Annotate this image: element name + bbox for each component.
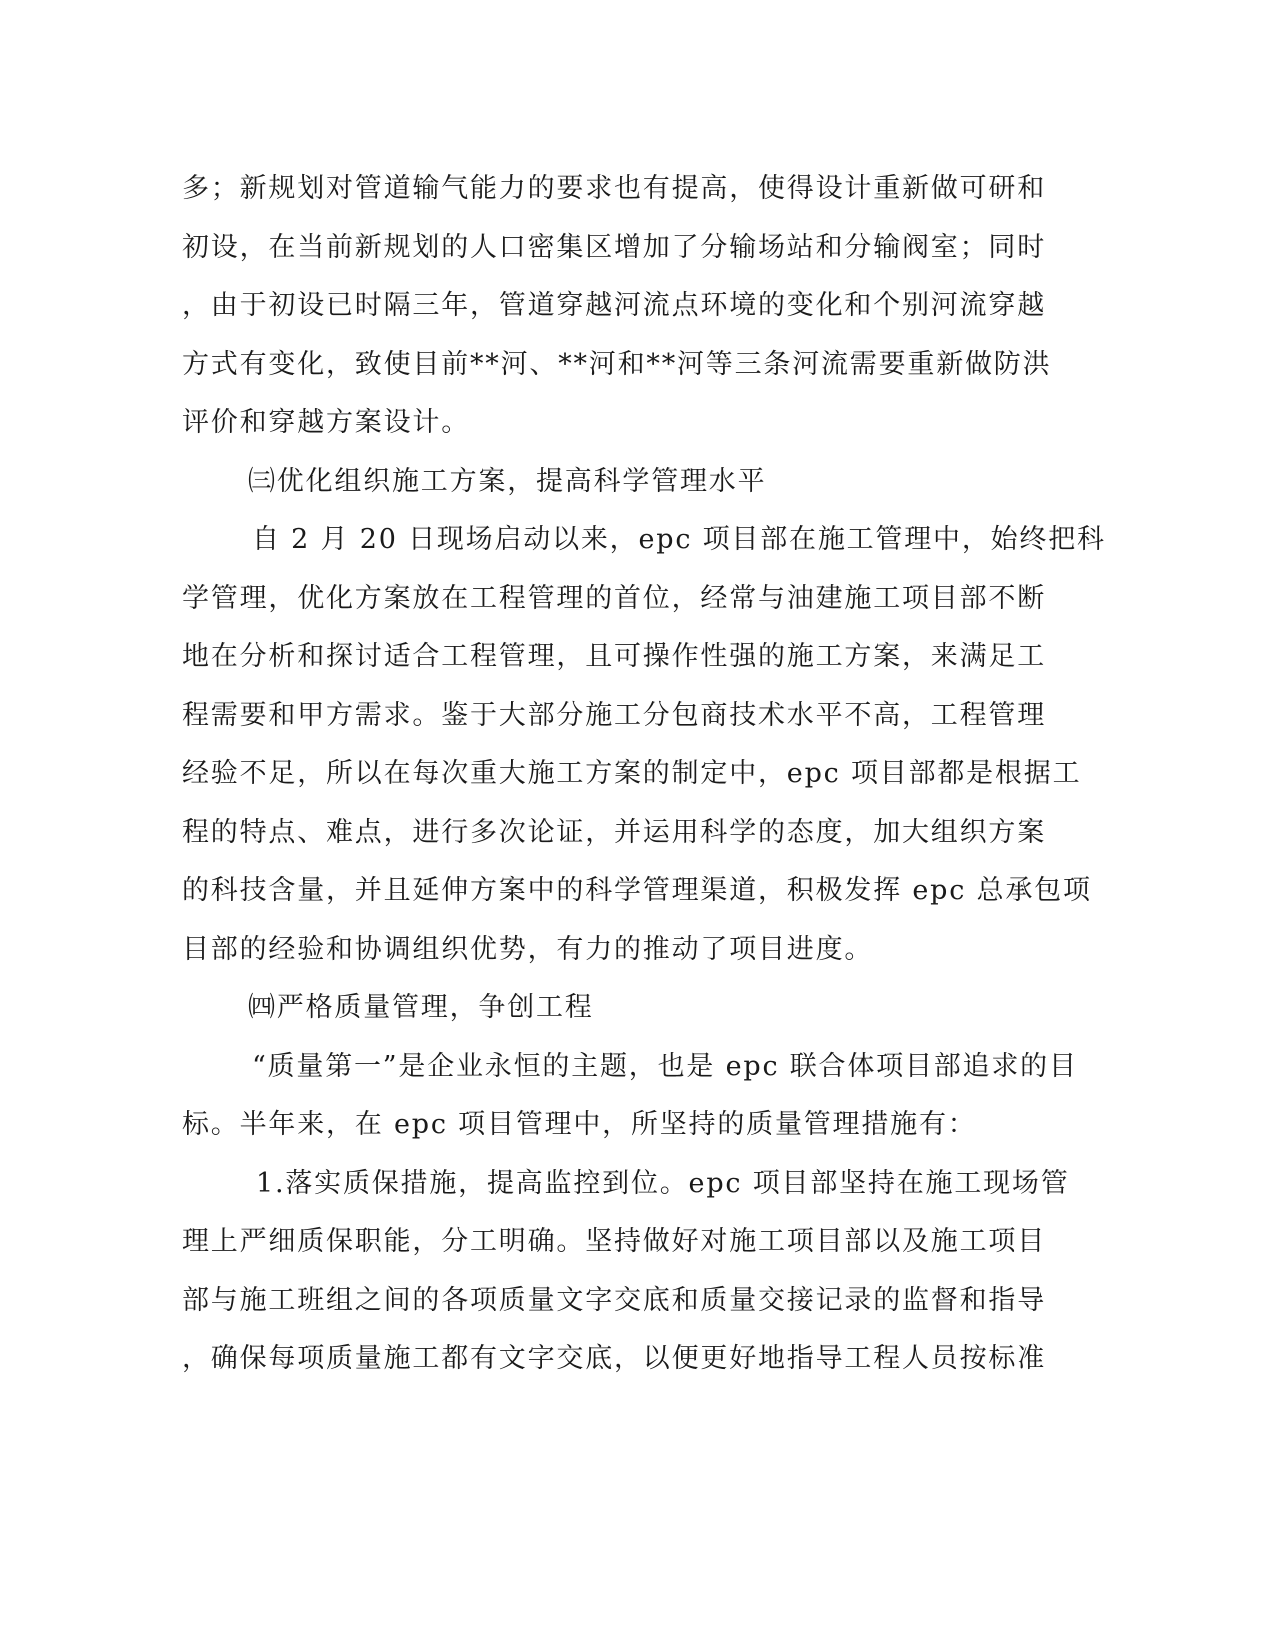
paragraph-line: 的科技含量，并且延伸方案中的科学管理渠道，积极发挥 epc 总承包项	[182, 875, 1092, 906]
paragraph-line: 初设，在当前新规划的人口密集区增加了分输场站和分输阀室；同时	[182, 231, 1046, 263]
paragraph-line: 评价和穿越方案设计。	[182, 407, 470, 438]
paragraph-line: 部与施工班组之间的各项质量文字交底和质量交接记录的监督和指导	[182, 1284, 1046, 1316]
paragraph-line: “质量第一”是企业永恒的主题，也是 epc 联合体项目部追求的目	[252, 1050, 1078, 1082]
paragraph-line: 方式有变化，致使目前**河、**河和**河等三条河流需要重新做防洪	[182, 348, 1052, 380]
paragraph-line: 程的特点、难点，进行多次论证，并运用科学的态度，加大组织方案	[182, 816, 1046, 848]
paragraph-line: ，确保每项质量施工都有文字交底，以便更好地指导工程人员按标准	[182, 1343, 1046, 1374]
list-item-heading: 1.落实质保措施，提高监控到位。epc 项目部坚持在施工现场管	[256, 1167, 1070, 1199]
section-heading: ㈢优化组织施工方案，提高科学管理水平	[248, 465, 767, 497]
paragraph-line: 目部的经验和协调组织优势，有力的推动了项目进度。	[182, 933, 874, 965]
document-body	[182, 160, 1106, 1389]
paragraph-line: 自 2 月 20 日现场启动以来，epc 项目部在施工管理中，始终把科	[252, 524, 1106, 555]
paragraph-line: 地在分析和探讨适合工程管理，且可操作性强的施工方案，来满足工	[182, 641, 1046, 672]
section-heading: ㈣严格质量管理，争创工程	[248, 992, 594, 1023]
paragraph-line: 标。半年来，在 epc 项目管理中，所坚持的质量管理措施有：	[182, 1109, 977, 1140]
paragraph-line: 经验不足，所以在每次重大施工方案的制定中，epc 项目部都是根据工	[182, 758, 1082, 789]
paragraph-line: 多；新规划对管道输气能力的要求也有提高，使得设计重新做可研和	[182, 173, 1046, 204]
paragraph-line: 理上严细质保职能，分工明确。坚持做好对施工项目部以及施工项目	[182, 1226, 1046, 1257]
paragraph-line: ，由于初设已时隔三年，管道穿越河流点环境的变化和个别河流穿越	[182, 290, 1046, 321]
paragraph-line: 学管理，优化方案放在工程管理的首位，经常与油建施工项目部不断	[182, 582, 1046, 614]
paragraph-line: 程需要和甲方需求。鉴于大部分施工分包商技术水平不高，工程管理	[182, 699, 1046, 731]
